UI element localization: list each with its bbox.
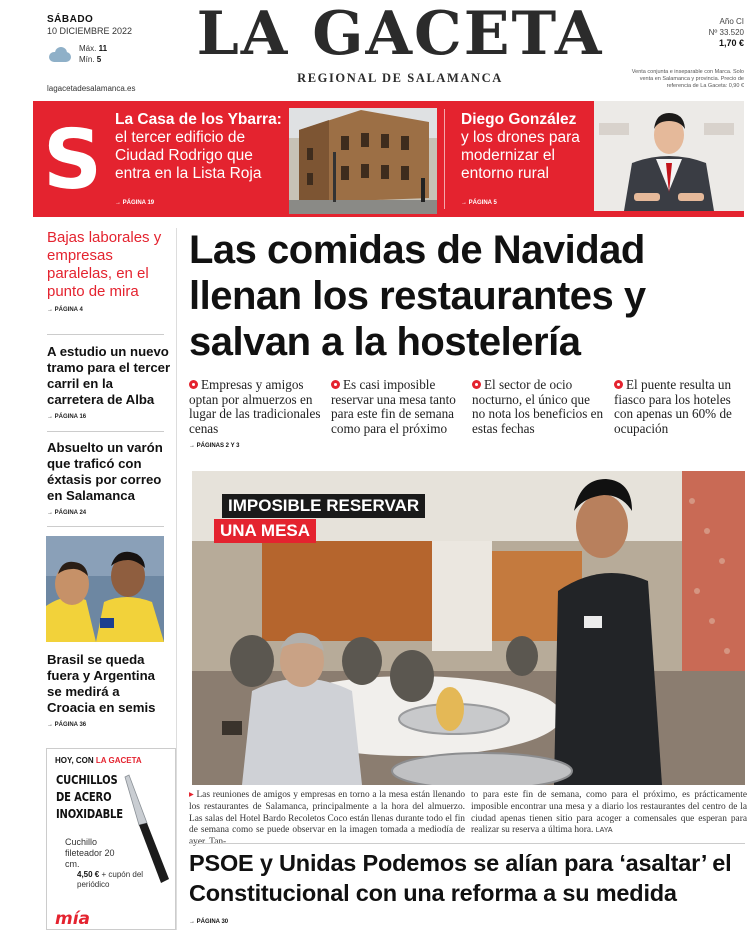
sidebar-headline: Brasil se queda fuera y Argentina se medirá a Croacia en semis (47, 652, 156, 715)
photo-tag-line1: IMPOSIBLE RESERVAR (222, 494, 425, 518)
newspaper-logo: LA GACETA (196, 0, 604, 69)
temp-max-label: Máx. (79, 44, 97, 53)
temp-min-label: Mín. (79, 55, 95, 64)
main-bullet: Empresas y amigos optan por almuerzos en lugar de las tradicionales cenas (189, 377, 321, 436)
banner-story-title: Diego González (461, 111, 577, 128)
sidebar-item[interactable] (47, 229, 171, 313)
promo-header (55, 756, 142, 765)
football-photo-graphic (46, 536, 164, 642)
issue-info (634, 16, 744, 48)
banner-story-ybarra[interactable] (115, 111, 287, 183)
top-banner (33, 101, 744, 217)
restaurant-photo (192, 471, 745, 785)
bullet-icon (189, 380, 198, 389)
issue-price: 1,70 € (718, 38, 744, 48)
sidebar-divider (47, 526, 164, 527)
photo-caption-right: to para este fin de semana, como para el próximo, es prácticamente imposible encontrar una mesa y a diario los restaurantes del centro de la ciudad apenas tienen sitio para acoger a comensales que esperan para realizar su reserva a última hora. LAYA (471, 790, 747, 836)
building-photo-graphic (289, 108, 437, 214)
diego-gonzalez-photo (594, 101, 744, 211)
photo-caption-left: ▸ Las reuniones de amigos y empresas en torno a la mesa están llenando los restaurantes de Salamanca, principalmente a la hora del almuerzo. Las salas del Hotel Bardo Recoletos Coco están llenas durante todo el fin de semana como se puede observar en la imagen tomada a mediodía de (189, 790, 466, 836)
promo-price-note: + cupón del periódico (77, 870, 144, 889)
sidebar-item[interactable] (47, 440, 171, 516)
masthead-day: SÁBADO (47, 14, 94, 25)
sidebar-item[interactable] (47, 652, 171, 728)
issue-year: Año CI (719, 17, 744, 26)
issue-number: Nº 33.520 (708, 28, 744, 37)
main-headline[interactable]: Las comidas de Navidad llenan los restaurantes y salvan a la hostelería (189, 228, 646, 364)
main-bullet: El sector de ocio nocturno, el único que no nota los beneficios en estas fechas (472, 377, 604, 436)
temp-min: 5 (96, 55, 102, 64)
photo-credit: LAYA (595, 827, 613, 835)
newspaper-subtitle: REGIONAL DE SALAMANCA (297, 71, 503, 85)
promo-prefix: HOY, CON (55, 756, 94, 765)
bullet-icon (331, 380, 340, 389)
sidebar-headline: A estudio un nuevo tramo para el tercer carril en la carretera de Alba (47, 344, 171, 407)
bullet-icon (614, 380, 623, 389)
portrait-photo-graphic (594, 101, 744, 211)
banner-story-diego[interactable] (461, 111, 596, 183)
sidebar-divider (47, 431, 164, 432)
website-link[interactable]: lagacetadesalamanca.es (47, 84, 136, 93)
secondary-page-ref: → PÁGINA 30 (189, 919, 229, 925)
promo-price: 4,50 € (77, 870, 100, 879)
sale-note: Venta conjunta e inseparable con Marca. Solo venta en Salamanca y provincia. Precio de referencia de La Gaceta: 0,90 € (631, 69, 744, 89)
banner-story-title: La Casa de los Ybarra: (115, 111, 282, 128)
column-divider (176, 228, 177, 930)
sidebar-page-ref: → PÁGINA 24 (47, 510, 87, 516)
sidebar-page-ref: → PÁGINA 16 (47, 414, 87, 420)
masthead-date-block (47, 14, 167, 65)
bullet-icon (472, 380, 481, 389)
weather-widget (47, 43, 167, 65)
temp-max: 11 (98, 44, 108, 53)
banner-story-page: → PÁGINA 19 (115, 200, 155, 206)
promo-description: Cuchillo fileteador 20 cm. (65, 837, 115, 869)
promo-price-block (77, 870, 147, 890)
mia-logo: mía (55, 909, 91, 929)
main-page-ref: → PÁGINAS 2 Y 3 (189, 443, 240, 449)
photo-tag-line2: UNA MESA (214, 519, 316, 543)
banner-story-text: el tercer edificio de Ciudad Rodrigo que entra en la Lista Roja (115, 129, 262, 182)
banner-story-text: y los drones para modernizar el entorno rural (461, 129, 580, 182)
section-divider (189, 843, 745, 844)
football-photo (46, 536, 164, 642)
banner-divider (444, 109, 445, 209)
sidebar-page-ref: → PÁGINA 4 (47, 307, 83, 313)
casa-ybarra-photo (289, 108, 437, 214)
promo-title: CUCHILLOS DE ACERO INOXIDABLE (56, 772, 123, 821)
cloud-icon (47, 46, 73, 62)
banner-section-letter: S (43, 113, 103, 208)
banner-story-page: → PÁGINA 5 (461, 200, 497, 206)
weather-temps (79, 43, 107, 65)
sidebar-headline: Bajas laborales y empresas paralelas, en el punto de mira (47, 229, 162, 300)
masthead-date: 10 DICIEMBRE 2022 (47, 26, 133, 36)
main-bullet: El puente resulta un fiasco para los hoteles con apenas un 60% de ocupación (614, 377, 732, 436)
sidebar-item[interactable] (47, 344, 171, 420)
sidebar-headline: Absuelto un varón que traficó con éxtasis por correo en Salamanca (47, 440, 163, 503)
sidebar-divider (47, 334, 164, 335)
knife-icon (117, 773, 175, 885)
secondary-headline[interactable]: PSOE y Unidas Podemos se alían para ‘asaltar’ el Constitucional con una reforma a su medida (189, 850, 732, 906)
sidebar-page-ref: → PÁGINA 36 (47, 722, 87, 728)
promo-brand-label: LA GACETA (95, 756, 142, 765)
main-bullet: Es casi imposible reservar una mesa tanto para este fin de semana como para el próximo (331, 377, 456, 436)
knife-promo-box[interactable] (46, 748, 176, 930)
